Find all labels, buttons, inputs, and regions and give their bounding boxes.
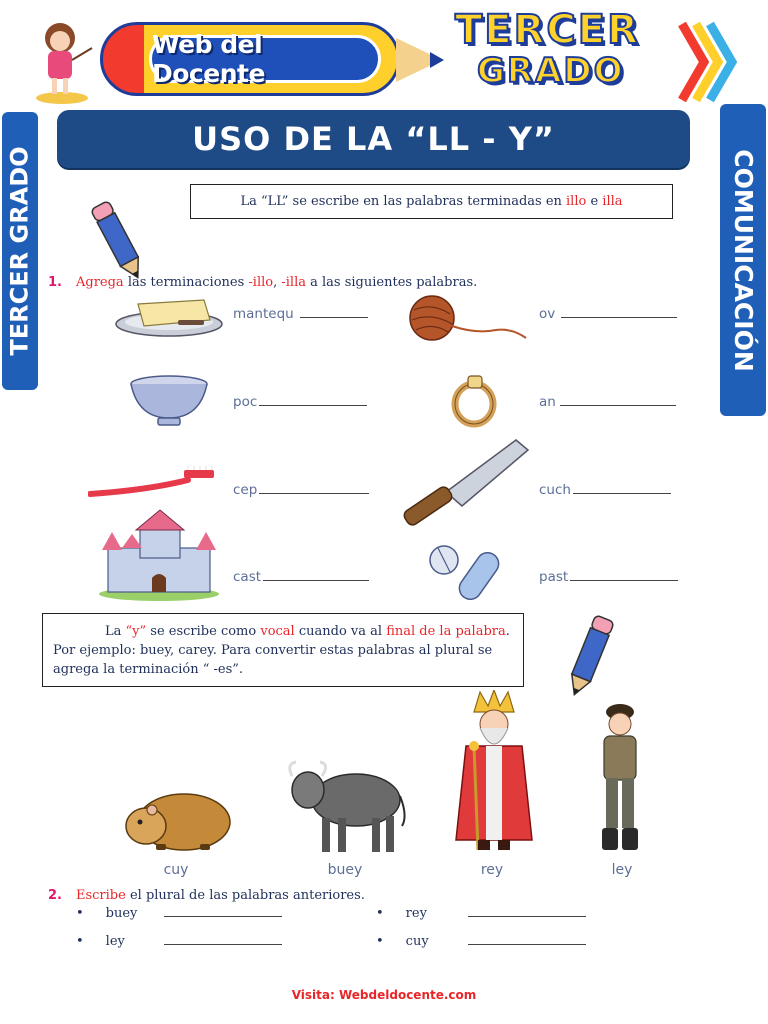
grade-line-2: GRADO [477, 51, 625, 91]
exercise-1-comma: , [273, 275, 282, 290]
word-stem: poc [233, 394, 258, 410]
soldier-illustration [590, 702, 650, 856]
exercise-2-verb: Escribe [75, 888, 126, 903]
grade-banner [455, 7, 695, 105]
teacher-mascot-illustration [32, 18, 96, 104]
answer-blank[interactable] [300, 317, 368, 318]
answer-blank[interactable] [561, 317, 677, 318]
exercise-1-number: 1. [48, 275, 62, 290]
caption-buey: buey [327, 862, 363, 878]
word-line [539, 482, 671, 498]
answer-blank[interactable] [259, 405, 367, 406]
word-line [539, 394, 676, 410]
side-label-right-text: COMUNICACIÓN [728, 148, 758, 372]
word-stem: cuch [539, 482, 571, 498]
king-illustration [452, 690, 536, 856]
rule-ll-illa: illa [602, 194, 623, 209]
exercise-1-illo: -illo [248, 275, 274, 290]
caption-ley: ley [611, 862, 633, 878]
exercise-2-number: 2. [48, 888, 62, 903]
caption-cuy: cuy [163, 862, 189, 878]
bullet: • [376, 934, 384, 949]
bullet: • [76, 934, 84, 949]
word-line [233, 306, 368, 322]
rule-box-ll [190, 184, 673, 219]
pills-illustration [428, 540, 512, 604]
grade-line-1: TERCER [455, 7, 640, 53]
answer-blank[interactable] [560, 405, 676, 406]
caption-rey: rey [480, 862, 504, 878]
logo-inner-badge [149, 30, 381, 88]
rule-y-la: La [105, 624, 126, 639]
list-item [76, 906, 282, 921]
word-stem: ov [539, 306, 556, 322]
side-label-right [720, 104, 766, 416]
castle-illustration [96, 508, 222, 602]
exercise-1-text-b: a las siguientes palabras. [306, 275, 478, 290]
list-item [376, 934, 586, 949]
page-title: USO DE LA “LL - Y” [192, 120, 555, 158]
toothbrush-illustration [88, 466, 218, 500]
answer-blank[interactable] [164, 944, 282, 945]
rule-ll-text-a: La “LL” se escribe en las palabras terminadas en [240, 194, 567, 209]
yarn-ball-illustration [406, 292, 530, 346]
rule-y-vocal: vocal [260, 624, 295, 639]
exercise-1-instruction [48, 275, 548, 290]
pencil-icon [560, 612, 622, 700]
rule-ll-text-e: e [586, 194, 603, 209]
pencil-lead-shape [430, 52, 444, 68]
rule-y-letter: “y” [125, 624, 147, 639]
chevron-arrows-icon [678, 18, 738, 106]
title-bar [57, 110, 690, 168]
answer-blank[interactable] [259, 493, 369, 494]
word-line [233, 394, 367, 410]
plural-word: buey [105, 906, 138, 921]
answer-blank[interactable] [164, 916, 282, 917]
plural-word: cuy [405, 934, 429, 949]
exercise-2-instruction [48, 888, 548, 903]
footer-link[interactable]: Visita: Webdeldocente.com [291, 988, 477, 1002]
exercise-1-verb: Agrega [75, 275, 124, 290]
list-item [76, 934, 282, 949]
exercise-1-illa: -illa [281, 275, 306, 290]
rule-ll-illo: illo [566, 194, 587, 209]
plural-word: ley [105, 934, 125, 949]
word-line [233, 482, 369, 498]
rule-y-t2: cuando va al [294, 624, 387, 639]
list-item [376, 906, 586, 921]
word-stem: an [539, 394, 556, 410]
word-stem: cep [233, 482, 258, 498]
butter-illustration [114, 294, 224, 338]
word-stem: mantequ [233, 306, 294, 322]
bowl-illustration [128, 374, 210, 428]
answer-blank[interactable] [570, 580, 678, 581]
answer-blank[interactable] [468, 944, 586, 945]
word-line [539, 306, 677, 322]
ring-illustration [446, 372, 502, 428]
side-label-left-text: TERCER GRADO [6, 146, 35, 356]
ox-illustration [282, 756, 408, 856]
rule-y-t3: . Por ejemplo: buey, carey. Para convertir estas palabras al plural se agrega la terminación “ -es”. [53, 624, 510, 677]
side-label-left [2, 112, 38, 390]
answer-blank[interactable] [468, 916, 586, 917]
pencil-icon [88, 196, 150, 284]
logo-text: Web del Docente [152, 30, 265, 88]
word-stem: past [539, 569, 569, 585]
guinea-pig-illustration [122, 782, 234, 854]
rule-y-final: final de la palabra [386, 624, 506, 639]
rule-box-y [42, 613, 524, 687]
word-stem: cast [233, 569, 262, 585]
bullet: • [376, 906, 384, 921]
web-del-docente-logo [100, 22, 400, 96]
answer-blank[interactable] [263, 580, 369, 581]
exercise-2-text: el plural de las palabras anteriores. [125, 888, 365, 903]
knife-illustration [398, 436, 532, 528]
rule-y-t1: se escribe como [146, 624, 261, 639]
plural-word: rey [405, 906, 427, 921]
answer-blank[interactable] [573, 493, 671, 494]
exercise-1-text-a: las terminaciones [123, 275, 249, 290]
bullet: • [76, 906, 84, 921]
word-line [233, 569, 369, 585]
word-line [539, 569, 678, 585]
